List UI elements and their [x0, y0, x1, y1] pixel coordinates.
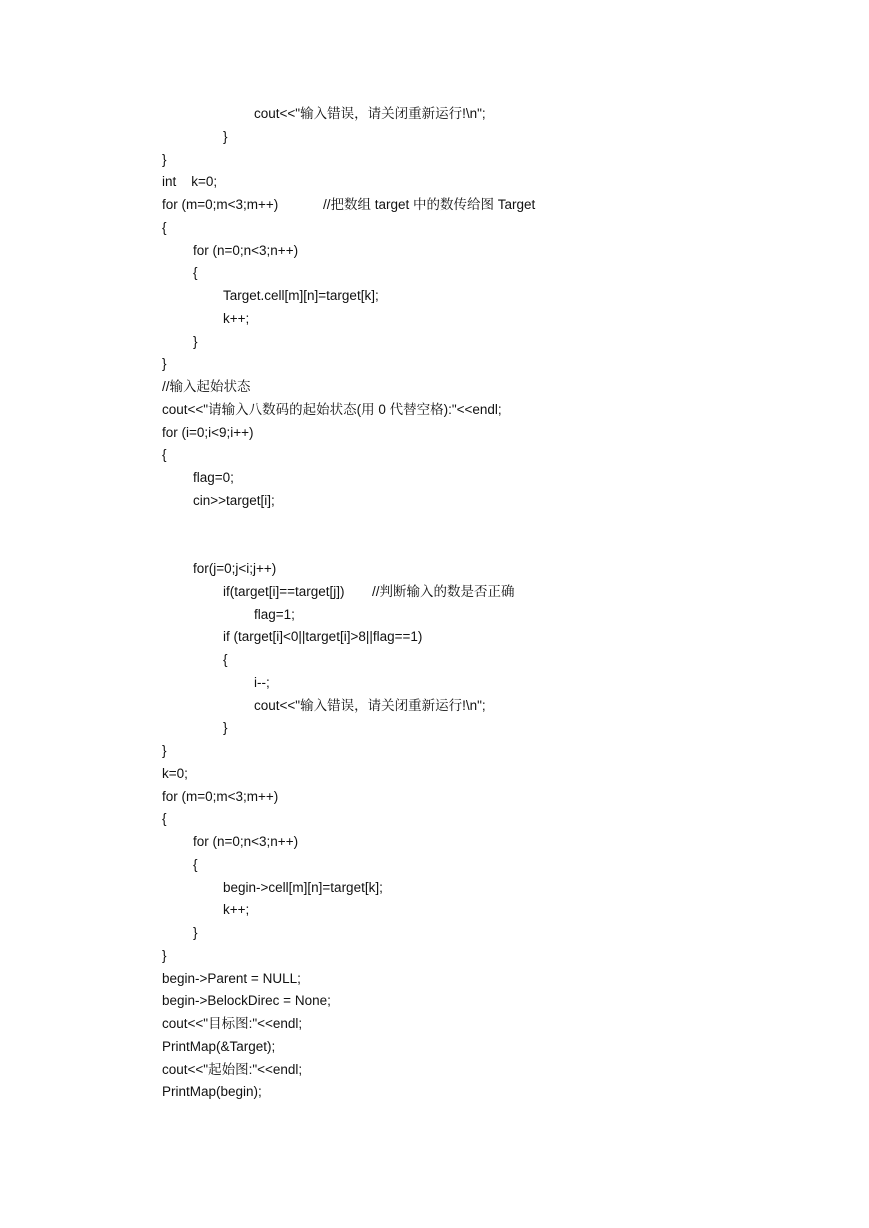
code-text: }: [162, 743, 167, 758]
code-text: PrintMap(&Target);: [162, 1038, 276, 1054]
code-text: int k=0;: [162, 174, 218, 190]
code-text: {: [162, 447, 167, 463]
code-line: [0, 399, 869, 422]
code-line: [0, 763, 869, 786]
code-line: [0, 331, 869, 354]
code-text: cout<<"目标图:"<<endl;: [162, 1016, 303, 1031]
code-line: [0, 149, 869, 172]
code-line: [0, 126, 869, 149]
code-text: cin>>target[i];: [193, 492, 275, 508]
code-text: cout<<"起始图:"<<endl;: [162, 1061, 303, 1077]
code-text: k=0;: [162, 765, 188, 781]
code-text: i--;: [254, 674, 270, 690]
code-text: }: [162, 356, 167, 372]
code-text: flag=1;: [254, 606, 295, 622]
code-line: [0, 103, 869, 126]
code-text: flag=0;: [193, 470, 234, 485]
code-line: [0, 831, 869, 854]
code-line: [0, 717, 869, 740]
code-line: [0, 285, 869, 308]
code-line: [0, 1013, 869, 1036]
code-line: [0, 353, 869, 376]
code-text: }: [193, 925, 198, 940]
code-line: [0, 558, 869, 581]
code-text: }: [162, 151, 167, 167]
code-text: for (m=0;m<3;m++): [162, 197, 279, 212]
code-text: for(j=0;j<i;j++): [193, 561, 277, 576]
code-line: [0, 1059, 869, 1082]
code-comment: //输入起始状态: [162, 379, 251, 394]
code-line: [0, 968, 869, 991]
code-line: [0, 376, 869, 399]
code-line: [0, 786, 869, 809]
code-line: [0, 171, 869, 194]
code-text: begin->BelockDirec = None;: [162, 993, 331, 1009]
blank-line: [0, 535, 869, 558]
code-text: for (m=0;m<3;m++): [162, 788, 279, 804]
code-line: [0, 899, 869, 922]
code-line: [0, 626, 869, 649]
code-line: [0, 240, 869, 263]
code-line: [0, 990, 869, 1013]
code-line: [0, 740, 869, 763]
code-text: for (n=0;n<3;n++): [193, 242, 299, 258]
code-text: if (target[i]<0||target[i]>8||flag==1): [223, 629, 423, 645]
code-line: [0, 672, 869, 695]
code-text: }: [223, 128, 228, 144]
code-text: k++;: [223, 310, 250, 326]
code-text: }: [223, 720, 228, 736]
blank-line: [0, 513, 869, 536]
code-comment: //判断输入的数是否正确: [372, 583, 515, 599]
code-text: {: [193, 856, 198, 872]
code-line: [0, 649, 869, 672]
code-text: {: [193, 265, 198, 281]
code-line: [0, 217, 869, 240]
code-line: [0, 308, 869, 331]
code-text: }: [193, 333, 198, 349]
code-line: [0, 695, 869, 718]
code-text: {: [162, 219, 167, 235]
code-line: [0, 808, 869, 831]
code-line: [0, 1036, 869, 1059]
code-line: [0, 422, 869, 445]
code-text: cout<<"输入错误，请关闭重新运行!\n";: [254, 106, 486, 121]
code-line: [0, 854, 869, 877]
code-text: cout<<"请输入八数码的起始状态(用 0 代替空格):"<<endl;: [162, 401, 502, 417]
code-line: [0, 922, 869, 945]
code-text: {: [223, 652, 228, 667]
code-text: Target.cell[m][n]=target[k];: [223, 288, 379, 303]
code-text: k++;: [223, 902, 250, 918]
code-text: for (i=0;i<9;i++): [162, 424, 254, 440]
code-line: [0, 194, 869, 217]
code-text: if(target[i]==target[j]): [223, 583, 345, 599]
code-text: begin->Parent = NULL;: [162, 970, 301, 986]
code-text: for (n=0;n<3;n++): [193, 834, 299, 849]
code-line: [0, 581, 869, 604]
code-line: [0, 444, 869, 467]
code-text: }: [162, 947, 167, 963]
code-line: [0, 490, 869, 513]
code-line: [0, 1081, 869, 1104]
code-comment: //把数组 target 中的数传给图 Target: [323, 197, 536, 212]
code-text: cout<<"输入错误，请关闭重新运行!\n";: [254, 697, 486, 713]
code-line: [0, 467, 869, 490]
code-text: PrintMap(begin);: [162, 1084, 262, 1100]
code-line: [0, 945, 869, 968]
code-text: begin->cell[m][n]=target[k];: [223, 879, 383, 895]
code-line: [0, 262, 869, 285]
code-line: [0, 877, 869, 900]
code-text: {: [162, 811, 167, 827]
code-line: [0, 604, 869, 627]
code-listing: [0, 103, 869, 1104]
